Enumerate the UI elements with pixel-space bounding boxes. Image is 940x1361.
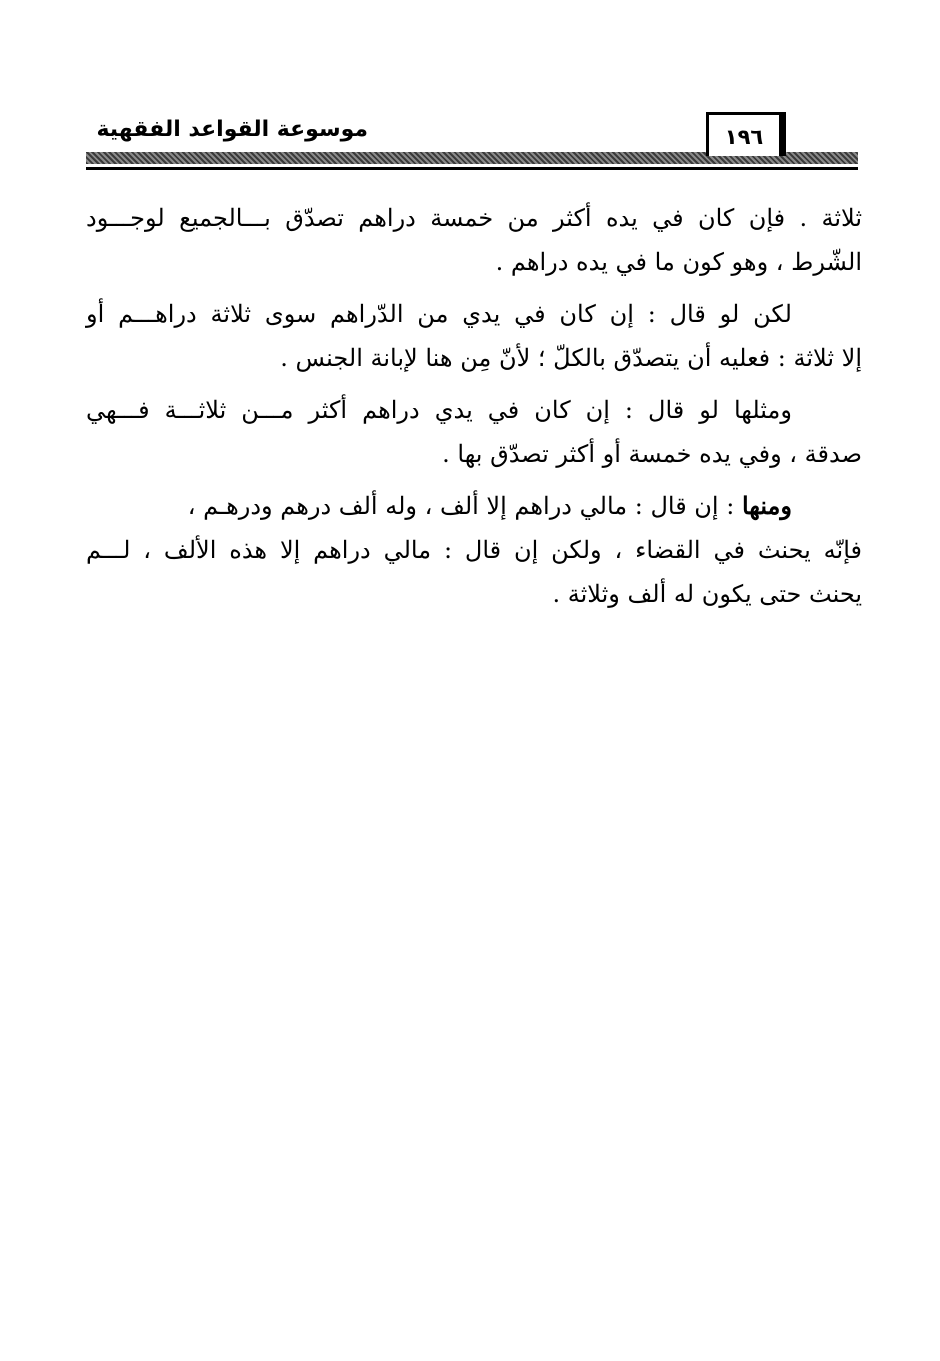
paragraph [86, 196, 862, 284]
paragraph [86, 484, 862, 616]
text-line: ومثلها لو قال : إن كان في يدي دراهم أكثر مـــن ثلاثـــة فـــهي [86, 396, 792, 424]
text-line: ثلاثة . فإن كان في يده أكثر من خمسة دراهم تصدّق بـــالجميع لوجـــود [86, 204, 862, 232]
header-rule [86, 167, 858, 170]
paragraph [86, 388, 862, 476]
text-line: فإنّه يحنث في القضاء ، ولكن إن قال : مالي دراهم إلا هذه الألف ، لـــم [86, 536, 862, 564]
text-line: يحنث حتى يكون له ألف وثلاثة . [552, 580, 862, 608]
paragraph [86, 292, 862, 380]
text-run: : إن قال : مالي دراهم إلا ألف ، وله ألف درهم ودرهـم ، [187, 492, 742, 520]
text-line: الشّرط ، وهو كون ما في يده دراهم . [495, 248, 862, 276]
page-header [0, 0, 940, 180]
paragraph-lead-word: ومنها [741, 491, 792, 520]
running-header-title: موسوعة القواعد الفقهية [96, 117, 368, 142]
page-number: ١٩٦ [706, 112, 786, 156]
text-line: لكن لو قال : إن كان في يدي من الدّراهم سوى ثلاثة دراهـــم أو [86, 300, 792, 328]
text-line: إلا ثلاثة : فعليه أن يتصدّق بالكلّ ؛ لأنّ مِن هنا لإبانة الجنس . [280, 344, 862, 372]
text-line [86, 484, 862, 528]
page-body [86, 196, 862, 624]
text-line: صدقة ، وفي يده خمسة أو أكثر تصدّق بها . [442, 440, 862, 468]
